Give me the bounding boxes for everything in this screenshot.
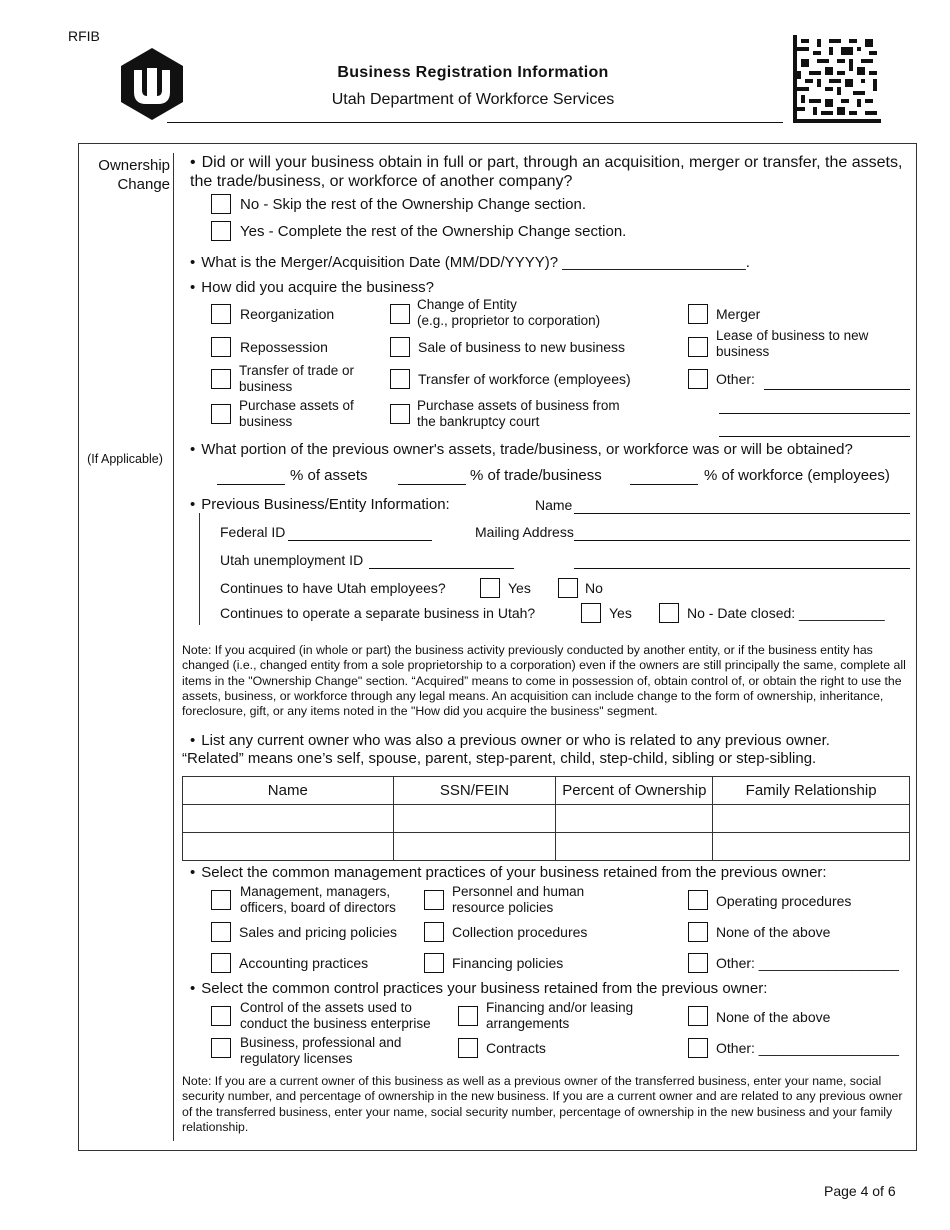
acquire-other-line-2[interactable] [719, 413, 910, 414]
operating-label: Operating procedures [716, 893, 852, 909]
control-assets-label: Control of the assets used to conduct the business enterprise [240, 1000, 431, 1031]
q1-no-label: No - Skip the rest of the Ownership Change section. [240, 196, 587, 213]
contracts-label: Contracts [486, 1040, 546, 1056]
merger-date-field[interactable]: • What is the Merger/Acquisition Date (MM/DD/YYYY)? ______________________. [190, 254, 750, 271]
federal-id-input[interactable] [288, 540, 432, 541]
owner-percent-cell[interactable] [556, 833, 713, 861]
acquire-other-label: Other: [716, 371, 755, 387]
merger-label: Merger [716, 306, 761, 322]
management-question: • Select the common management practices of your business retained from the previous owner: [190, 864, 827, 881]
licenses-checkbox[interactable] [211, 1038, 231, 1058]
repossession-checkbox[interactable] [211, 337, 231, 357]
operate-no-checkbox[interactable] [659, 603, 679, 623]
mgmt-other-checkbox[interactable] [688, 953, 708, 973]
management-label: Management, managers, officers, board of directors [240, 884, 396, 915]
accounting-checkbox[interactable] [211, 953, 231, 973]
reorganization-checkbox[interactable] [211, 304, 231, 324]
owner-name-cell[interactable] [183, 805, 394, 833]
employees-yes-checkbox[interactable] [480, 578, 500, 598]
col-percent-header: Percent of Ownership [556, 777, 713, 805]
control-other-checkbox[interactable] [688, 1038, 708, 1058]
control-none-label: None of the above [716, 1009, 831, 1025]
acquisition-question: • Did or will your business obtain in full or part, through an acquisition, merger or transfer, the assets, the trade/business, or workforce of another company? [190, 153, 905, 191]
owner-ssn-cell[interactable] [393, 833, 556, 861]
change-entity-label: Change of Entity (e.g., proprietor to corporation) [417, 297, 601, 328]
operate-yes-checkbox[interactable] [581, 603, 601, 623]
purchase-assets-label: Purchase assets of business [239, 398, 354, 429]
operate-no-date-label[interactable]: No - Date closed: ___________ [687, 605, 885, 621]
transfer-trade-checkbox[interactable] [211, 369, 231, 389]
operate-yes-label: Yes [609, 605, 632, 621]
mailing-address-label: Mailing Address [475, 524, 574, 540]
purchase-assets-checkbox[interactable] [211, 404, 231, 424]
control-question: • Select the common control practices your business retained from the previous owner: [190, 980, 767, 997]
licenses-label: Business, professional and regulatory licenses [240, 1035, 402, 1066]
owner-ssn-cell[interactable] [393, 805, 556, 833]
financing-leasing-label: Financing and/or leasing arrangements [486, 1000, 634, 1031]
sale-label: Sale of business to new business [418, 339, 626, 355]
assets-percent-label: % of assets [290, 467, 368, 484]
personnel-checkbox[interactable] [424, 890, 444, 910]
page-title: Business Registration Information [337, 64, 609, 81]
mailing-address-input-2[interactable] [574, 568, 910, 569]
acquire-other-line-3[interactable] [719, 436, 910, 437]
employees-no-checkbox[interactable] [558, 578, 578, 598]
header-rule [167, 122, 783, 123]
transfer-workforce-checkbox[interactable] [390, 369, 410, 389]
management-checkbox[interactable] [211, 890, 231, 910]
col-ssn-header: SSN/FEIN [393, 777, 556, 805]
mailing-address-input[interactable] [574, 540, 910, 541]
owner-relationship-cell[interactable] [713, 833, 910, 861]
mgmt-other-label[interactable]: Other: __________________ [716, 955, 899, 971]
if-applicable-label: (If Applicable) [87, 452, 163, 466]
workforce-percent-input[interactable] [630, 484, 698, 485]
table-row [183, 833, 910, 861]
prev-name-input[interactable] [574, 513, 910, 514]
prev-business-divider [199, 513, 200, 625]
collection-checkbox[interactable] [424, 922, 444, 942]
sales-label: Sales and pricing policies [239, 924, 397, 940]
form-code: RFIB [68, 28, 100, 44]
control-none-checkbox[interactable] [688, 1006, 708, 1026]
2d-barcode-icon [793, 35, 881, 123]
bankruptcy-checkbox[interactable] [390, 404, 410, 424]
prev-business-heading: • Previous Business/Entity Information: [190, 496, 450, 513]
current-owner-note: Note: If you are a current owner of this business as well as a previous owner of the transferred business, enter your name, social security number, and percentage of ownership in the new business. If you are a current owner and are related to any previous owner of the transferred business, enter your name, social security number, percentage of ownership in the new business and your family relationship. [182, 1074, 903, 1134]
federal-id-label: Federal ID [220, 524, 286, 540]
mgmt-none-checkbox[interactable] [688, 922, 708, 942]
acquire-question: • How did you acquire the business? [190, 279, 434, 296]
transfer-trade-label: Transfer of trade or business [239, 363, 355, 394]
financing-policies-label: Financing policies [452, 955, 564, 971]
financing-policies-checkbox[interactable] [424, 953, 444, 973]
col-relationship-header: Family Relationship [713, 777, 910, 805]
owners-table [182, 776, 910, 861]
operating-checkbox[interactable] [688, 890, 708, 910]
repossession-label: Repossession [240, 339, 328, 355]
owner-name-cell[interactable] [183, 833, 394, 861]
col-name-header: Name [183, 777, 394, 805]
q1-yes-label: Yes - Complete the rest of the Ownership Change section. [240, 223, 627, 240]
trade-percent-label: % of trade/business [470, 467, 602, 484]
financing-leasing-checkbox[interactable] [458, 1006, 478, 1026]
acquire-other-line-1[interactable] [764, 389, 910, 390]
table-row [183, 805, 910, 833]
utah-ui-label: Utah unemployment ID [220, 552, 364, 568]
merger-checkbox[interactable] [688, 304, 708, 324]
section-divider [173, 153, 174, 1141]
related-definition: “Related” means one’s self, spouse, parent, step-parent, child, step-child, sibling or step-sibling. [182, 750, 817, 767]
utah-ui-input[interactable] [369, 568, 514, 569]
workforce-percent-label: % of workforce (employees) [704, 467, 890, 484]
contracts-checkbox[interactable] [458, 1038, 478, 1058]
transfer-workforce-label: Transfer of workforce (employees) [418, 371, 631, 387]
lease-checkbox[interactable] [688, 337, 708, 357]
list-owner-instruction: • List any current owner who was also a previous owner or who is related to any previous owner. [190, 732, 830, 749]
page-subtitle: Utah Department of Workforce Services [331, 91, 615, 108]
ownership-change-note: Note: If you acquired (in whole or part) the business activity previously conducted by another entity, or if the business entity has changed (i.e., changed entity from a sole proprietorship to a corporation) even if the owners are still principally the same, complete all items in the "Ownership Change" section. “Acquired” means to come in possession of, obtain control of, or obtain the right to use the assets, business, or workforce through any legal means. An acquisition can include change to the form of ownership, inheritance, foreclosure, gift, or any items noted in the "How did you acquire the business" segment. [182, 643, 906, 719]
portion-question: • What portion of the previous owner's assets, trade/business, or workforce was or will be obtained? [190, 441, 853, 458]
reorganization-label: Reorganization [240, 306, 335, 322]
employees-no-label: No [585, 580, 603, 596]
prev-name-label: Name [535, 497, 573, 513]
accounting-label: Accounting practices [239, 955, 369, 971]
mgmt-none-label: None of the above [716, 924, 831, 940]
lease-label: Lease of business to new business [716, 328, 869, 359]
sales-checkbox[interactable] [211, 922, 231, 942]
continues-operate-label: Continues to operate a separate business in Utah? [220, 605, 536, 621]
collection-label: Collection procedures [452, 924, 588, 940]
change-entity-checkbox[interactable] [390, 304, 410, 324]
personnel-label: Personnel and human resource policies [452, 884, 585, 915]
page-number: Page 4 of 6 [824, 1183, 896, 1199]
table-header-row [183, 777, 910, 805]
control-assets-checkbox[interactable] [211, 1006, 231, 1026]
trade-percent-input[interactable] [398, 484, 466, 485]
owner-percent-cell[interactable] [556, 805, 713, 833]
acquire-other-checkbox[interactable] [688, 369, 708, 389]
bankruptcy-label: Purchase assets of business from the bankruptcy court [417, 398, 620, 429]
sale-checkbox[interactable] [390, 337, 410, 357]
control-other-label[interactable]: Other: __________________ [716, 1040, 899, 1056]
continues-employees-label: Continues to have Utah employees? [220, 580, 446, 596]
owner-relationship-cell[interactable] [713, 805, 910, 833]
section-label-line2: Change [117, 176, 170, 193]
section-label-line1: Ownership [98, 157, 170, 174]
dws-logo-icon [120, 48, 184, 120]
q1-yes-checkbox[interactable] [211, 221, 231, 241]
employees-yes-label: Yes [508, 580, 531, 596]
q1-no-checkbox[interactable] [211, 194, 231, 214]
assets-percent-input[interactable] [217, 484, 285, 485]
